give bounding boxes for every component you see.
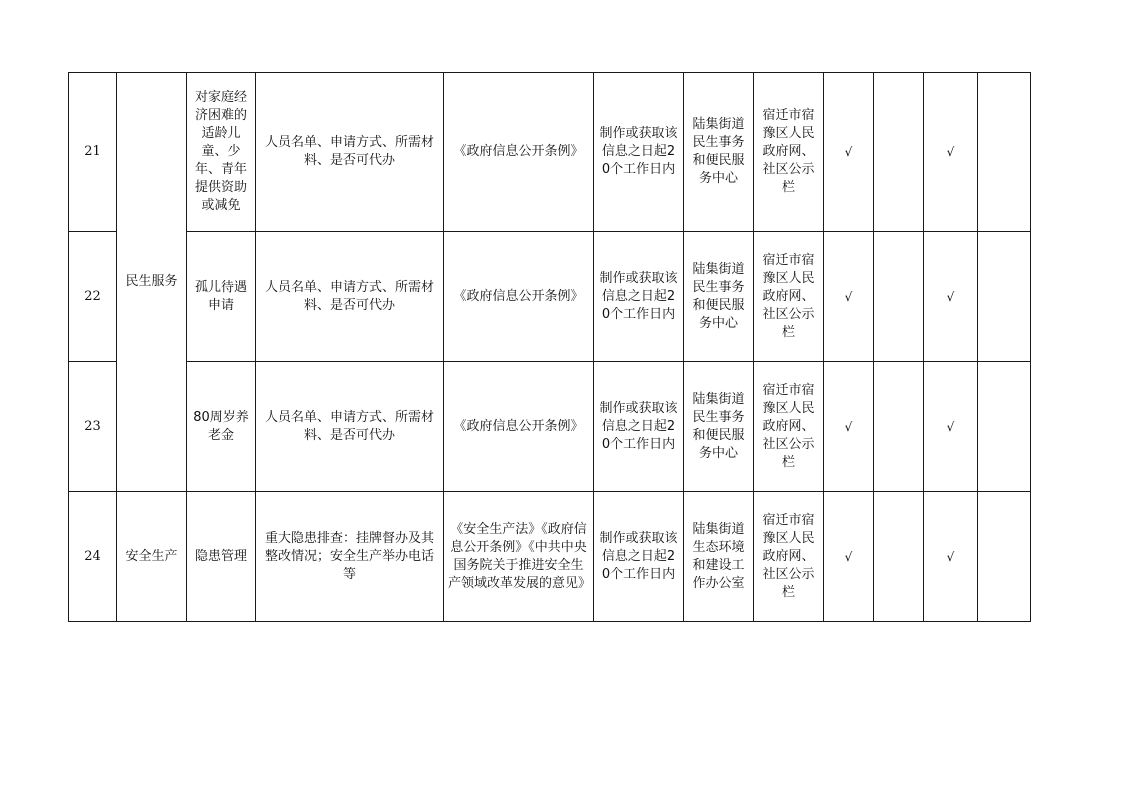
check-cell-2: [874, 362, 924, 492]
row-number: 21: [69, 73, 117, 232]
dept-cell: 陆集街道民生事务和便民服务中心: [684, 362, 754, 492]
period-cell: 制作或获取该信息之日起20个工作日内: [594, 73, 684, 232]
check-cell-2: [874, 492, 924, 622]
period-cell: 制作或获取该信息之日起20个工作日内: [594, 492, 684, 622]
check-cell-1: √: [824, 73, 874, 232]
basis-cell: 《政府信息公开条例》: [444, 232, 594, 362]
content-cell: 人员名单、申请方式、所需材料、是否可代办: [256, 362, 444, 492]
content-cell: 人员名单、申请方式、所需材料、是否可代办: [256, 73, 444, 232]
row-number: 24: [69, 492, 117, 622]
check-cell-3: √: [924, 73, 978, 232]
period-cell: 制作或获取该信息之日起20个工作日内: [594, 362, 684, 492]
channel-cell: 宿迁市宿豫区人民政府网、社区公示栏: [754, 73, 824, 232]
basis-cell: 《安全生产法》《政府信息公开条例》《中共中央 国务院关于推进安全生产领域改革发展的意见》: [444, 492, 594, 622]
channel-cell: 宿迁市宿豫区人民政府网、社区公示栏: [754, 492, 824, 622]
check-cell-3: √: [924, 232, 978, 362]
check-cell-3: √: [924, 362, 978, 492]
dept-cell: 陆集街道生态环境和建设工作办公室: [684, 492, 754, 622]
dept-cell: 陆集街道民生事务和便民服务中心: [684, 73, 754, 232]
check-cell-4: [978, 73, 1031, 232]
channel-cell: 宿迁市宿豫区人民政府网、社区公示栏: [754, 362, 824, 492]
row-number: 22: [69, 232, 117, 362]
check-cell-4: [978, 362, 1031, 492]
category-cell: 民生服务: [117, 73, 187, 492]
check-cell-4: [978, 492, 1031, 622]
check-cell-3: √: [924, 492, 978, 622]
item-cell: 80周岁养老金: [187, 362, 256, 492]
channel-cell: 宿迁市宿豫区人民政府网、社区公示栏: [754, 232, 824, 362]
check-cell-2: [874, 73, 924, 232]
check-cell-4: [978, 232, 1031, 362]
row-number: 23: [69, 362, 117, 492]
table-row: [69, 232, 1031, 362]
item-cell: 孤儿待遇申请: [187, 232, 256, 362]
check-cell-1: √: [824, 232, 874, 362]
table-row: [69, 492, 1031, 622]
content-cell: 人员名单、申请方式、所需材料、是否可代办: [256, 232, 444, 362]
check-cell-1: √: [824, 492, 874, 622]
basis-cell: 《政府信息公开条例》: [444, 73, 594, 232]
category-cell: 安全生产: [117, 492, 187, 622]
check-cell-2: [874, 232, 924, 362]
basis-cell: 《政府信息公开条例》: [444, 362, 594, 492]
item-cell: 隐患管理: [187, 492, 256, 622]
disclosure-table: [68, 72, 1031, 622]
period-cell: 制作或获取该信息之日起20个工作日内: [594, 232, 684, 362]
check-cell-1: √: [824, 362, 874, 492]
dept-cell: 陆集街道民生事务和便民服务中心: [684, 232, 754, 362]
table-row: [69, 362, 1031, 492]
table-row: [69, 73, 1031, 232]
content-cell: 重大隐患排查：挂牌督办及其整改情况；安全生产举办电话等: [256, 492, 444, 622]
item-cell: 对家庭经济困难的适龄儿童、少年、青年提供资助或减免: [187, 73, 256, 232]
